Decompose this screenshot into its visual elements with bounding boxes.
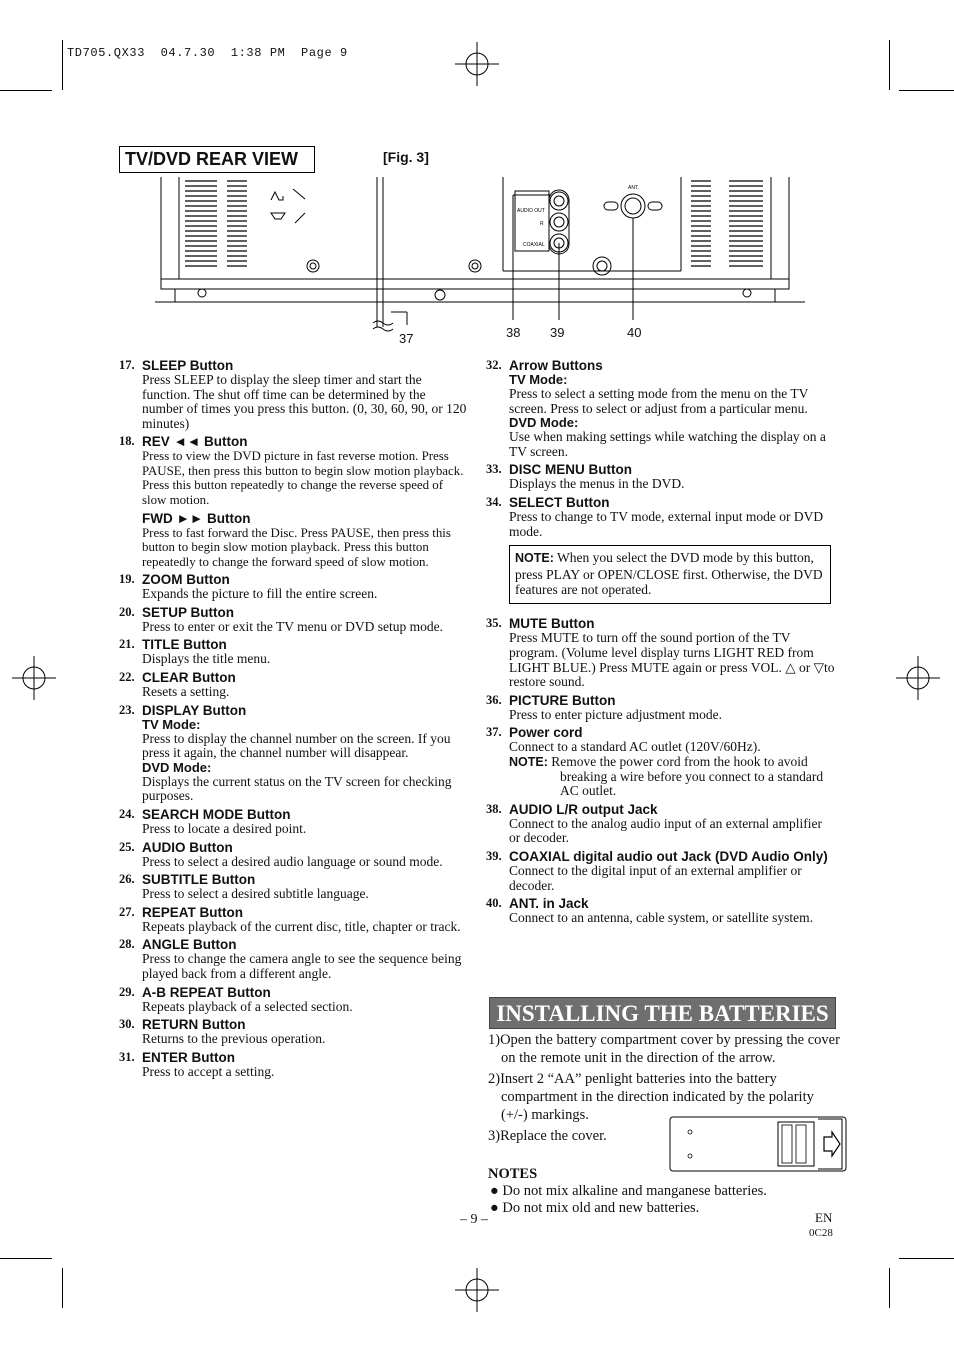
item-title: A-B REPEAT Button	[142, 984, 271, 1000]
item-text: Repeats playback of a selected section.	[142, 998, 353, 1014]
item-title: AUDIO L/R output Jack	[509, 801, 658, 817]
item-title: COAXIAL digital audio out Jack (DVD Audio Only)	[509, 848, 828, 864]
audio-out-label: AUDIO OUT	[517, 208, 545, 214]
ant-label: ANT.	[628, 185, 639, 191]
vent-slots-right	[691, 181, 763, 266]
item-26: 26. SUBTITLE Button Press to select a desired subtitle language.	[119, 872, 469, 902]
section-title: TV/DVD REAR VIEW	[119, 146, 315, 173]
item-37: 37. Power cord Connect to a standard AC outlet (120V/60Hz). NOTE: Remove the power cord from the hook to avoid breaking a wire before you connect to a standard AC outlet.	[486, 725, 836, 798]
item-39: 39. COAXIAL digital audio out Jack (DVD Audio Only) Connect to the digital input of an external amplifier or decoder.	[486, 849, 836, 893]
item-22: 22. CLEAR Button Resets a setting.	[119, 670, 469, 700]
item-text: Press to change to TV mode, external input mode or DVD mode.	[509, 508, 824, 539]
item-17: 17. SLEEP Button Press SLEEP to display the sleep timer and start the function. The shut off time can be determined by the number of times you press this button. (0, 30, 60, 90, or 120 minutes)	[119, 358, 469, 431]
item-title: Power cord	[509, 725, 583, 741]
item-29: 29. A-B REPEAT Button Repeats playback of a selected section.	[119, 985, 469, 1015]
item-text: Press to fast forward the Disc. Press PAUSE, then press this button to begin slow motion playback. Press this button repeatedly to change the forward speed of slow motion.	[142, 526, 451, 569]
left-column	[119, 358, 469, 1082]
item-text: Connect to the analog audio input of an external amplifier or decoder.	[509, 815, 823, 846]
note-text: When you select the DVD mode by this button, press PLAY or OPEN/CLOSE first. Otherwise, the DVD features are not operated.	[515, 550, 823, 597]
item-text: Displays the current status on the TV screen for checking purposes.	[142, 773, 452, 804]
item-title: PICTURE Button	[509, 692, 616, 708]
item-21: 21. TITLE Button Displays the title menu.	[119, 637, 469, 667]
item-34: 34. SELECT Button Press to change to TV mode, external input mode or DVD mode.	[486, 495, 836, 539]
item-text: Connect to a standard AC outlet (120V/60Hz).	[509, 739, 761, 755]
item-text: Press to locate a desired point.	[142, 820, 307, 836]
item-text: Displays the menus in the DVD.	[509, 476, 685, 492]
item-35: 35. MUTE Button Press MUTE to turn off the sound portion of the TV program. (Volume level display turns LIGHT RED from LIGHT BLUE.) Press MUTE again or press VOL. △ or ▽to restore sound.	[486, 616, 835, 690]
item-23: 23. DISPLAY Button TV Mode: Press to display the channel number on the screen. If you press it again, the channel number will disappear. DVD Mode: Displays the current status on the TV screen for checking purposes.	[119, 703, 469, 804]
remote-battery-illustration	[668, 1115, 848, 1173]
item-text: Displays the title menu.	[142, 651, 271, 667]
item-text: Use when making settings while watching the display on a TV screen.	[509, 429, 826, 459]
item-title: SETUP Button	[142, 604, 234, 620]
item-text: Expands the picture to fill the entire screen.	[142, 586, 378, 602]
note-item	[490, 1200, 767, 1217]
item-text: Connect to the digital input of an external amplifier or decoder.	[509, 862, 802, 893]
item-title: MUTE Button	[509, 616, 595, 632]
item-31: 31. ENTER Button Press to accept a setting.	[119, 1050, 469, 1080]
item-title: REPEAT Button	[142, 904, 243, 920]
battery-step: 1)Open the battery compartment cover by pressing the cover on the remote unit in the direction of the arrow.	[488, 1032, 840, 1066]
bullet-icon: ●	[490, 1200, 499, 1216]
item-33: 33. DISC MENU Button Displays the menus in the DVD.	[486, 462, 836, 492]
item-title: REV ◄◄ Button	[142, 434, 248, 450]
language-code: EN	[815, 1210, 833, 1225]
item-title: SUBTITLE Button	[142, 872, 256, 888]
item-40: 40. ANT. in Jack Connect to an antenna, cable system, or satellite system.	[486, 896, 836, 926]
doc-code: 0C28	[809, 1227, 833, 1239]
item-title: DISC MENU Button	[509, 462, 632, 478]
item-text: Press to select a desired subtitle language.	[142, 886, 369, 902]
item-text: Press MUTE to turn off the sound portion of the TV program. (Volume level display turns LIGHT RED from LIGHT BLUE.) Press MUTE again or press VOL. △ or ▽to restore sound.	[509, 630, 835, 690]
note-label: NOTE:	[515, 551, 554, 566]
crop-mark	[899, 90, 954, 91]
item-title: AUDIO Button	[142, 839, 233, 855]
note-text: Do not mix alkaline and manganese batteries.	[502, 1183, 767, 1199]
item-19: 19. ZOOM Button Expands the picture to fill the entire screen.	[119, 572, 469, 602]
item-text: Press to accept a setting.	[142, 1063, 275, 1079]
item-text: Press to enter picture adjustment mode.	[509, 706, 722, 722]
callout-39: 39	[550, 325, 565, 340]
item-title: ANT. in Jack	[509, 896, 589, 912]
item-27: 27. REPEAT Button Repeats playback of the current disc, title, chapter or track.	[119, 905, 469, 935]
item-text: Resets a setting.	[142, 684, 230, 699]
item-text: Press to view the DVD picture in fast reverse motion. Press PAUSE, then press this button to begin slow motion playback. Press this button repeatedly to change the reverse speed of slow motion.	[142, 449, 464, 507]
item-title: Arrow Buttons	[509, 358, 603, 373]
item-title: ANGLE Button	[142, 937, 237, 953]
battery-step: 3)Replace the cover.	[488, 1128, 607, 1144]
item-25: 25. AUDIO Button Press to select a desired audio language or sound mode.	[119, 840, 469, 870]
item-text: Press to select a setting mode from the menu on the TV screen. Press to select or adjust from a particular menu.	[509, 386, 809, 416]
item-title: DISPLAY Button	[142, 702, 247, 718]
item-20: 20. SETUP Button Press to enter or exit the TV menu or DVD setup mode.	[119, 605, 469, 635]
item-subtitle: DVD Mode:	[142, 759, 212, 775]
item-30: 30. RETURN Button Returns to the previous operation.	[119, 1017, 469, 1047]
figure-label: [Fig. 3]	[383, 149, 429, 165]
notes-heading: NOTES	[488, 1166, 538, 1182]
callout-38: 38	[506, 325, 521, 340]
item-title: CLEAR Button	[142, 670, 236, 685]
crop-mark	[889, 40, 890, 90]
registration-mark-right	[896, 656, 940, 700]
crop-mark	[0, 90, 52, 91]
item-subtitle: TV Mode:	[509, 372, 568, 387]
item-subtitle: TV Mode:	[142, 716, 201, 732]
crop-mark	[0, 1258, 52, 1259]
item-text: Press to change the camera angle to see the sequence being played back from a different angle.	[142, 951, 462, 981]
item-title: SELECT Button	[509, 494, 610, 510]
notes-list	[490, 1183, 767, 1217]
item-subtitle: DVD Mode:	[509, 415, 579, 431]
batteries-title: INSTALLING THE BATTERIES	[489, 997, 836, 1029]
registration-mark-left	[12, 656, 56, 700]
item-32: 32. Arrow Buttons TV Mode: Press to select a setting mode from the menu on the TV screen. Press to select or adjust from a particular menu. DVD Mode: Use when making settings while watching the display on a TV screen.	[486, 358, 836, 459]
note-text: Do not mix old and new batteries.	[502, 1200, 700, 1216]
print-header: TD705.QX33 04.7.30 1:38 PM Page 9	[67, 46, 348, 60]
item-text: Connect to an antenna, cable system, or satellite system.	[509, 910, 814, 926]
item-text: Press to enter or exit the TV menu or DVD setup mode.	[142, 618, 443, 634]
coaxial-label: COAXIAL	[523, 242, 545, 248]
right-column	[486, 358, 836, 929]
item-text: Press SLEEP to display the sleep timer and start the function. The shut off time can be determined by the number of times you press this button. (0, 30, 60, 90, or 120 minutes)	[142, 372, 467, 431]
item-18: 18. REV ◄◄ Button Press to view the DVD picture in fast reverse motion. Press PAUSE, then press this button to begin slow motion playback. Press this button repeatedly to change the reverse speed of slow motion. FWD ►► Button Press to fast forward the Disc. Press PAUSE, then press this button to begin slow motion playback. Press this button repeatedly to change the forward speed of slow motion.	[119, 434, 469, 569]
item-title: FWD ►► Button	[142, 511, 251, 526]
bullet-icon: ●	[490, 1183, 499, 1199]
item-24: 24. SEARCH MODE Button Press to locate a desired point.	[119, 807, 469, 837]
crop-mark	[899, 1258, 954, 1259]
crop-mark	[62, 40, 63, 90]
item-title: SEARCH MODE Button	[142, 806, 291, 822]
item-36: 36. PICTURE Button Press to enter picture adjustment mode.	[486, 693, 836, 723]
item-text: Press to select a desired audio language or sound mode.	[142, 853, 443, 869]
power-cord-note	[509, 755, 836, 799]
tv-rear-view-diagram	[155, 175, 805, 340]
page-number: – 9 –	[460, 1212, 488, 1227]
item-38: 38. AUDIO L/R output Jack Connect to the analog audio input of an external amplifier or decoder.	[486, 802, 836, 846]
jack-panel	[503, 177, 681, 271]
item-text: Repeats playback of the current disc, title, chapter or track.	[142, 918, 461, 934]
registration-mark-top	[455, 42, 499, 86]
select-note-box	[509, 545, 831, 604]
item-text: Press to display the channel number on the screen. If you press it again, the channel number will disappear.	[142, 730, 451, 761]
callout-40: 40	[627, 325, 642, 340]
crop-mark	[62, 1268, 63, 1308]
registration-mark-bottom	[455, 1268, 499, 1312]
crop-mark	[889, 1268, 890, 1308]
power-cord	[373, 177, 407, 331]
item-title: RETURN Button	[142, 1017, 246, 1033]
symbol-marks	[271, 189, 305, 223]
vent-slots-left	[185, 181, 247, 266]
item-title: ZOOM Button	[142, 572, 230, 588]
callout-37: 37	[399, 331, 414, 346]
item-title: SLEEP Button	[142, 358, 234, 373]
item-text: Returns to the previous operation.	[142, 1031, 326, 1047]
item-title: TITLE Button	[142, 637, 227, 653]
note-label: NOTE:	[509, 754, 548, 769]
note-item	[490, 1183, 767, 1200]
item-28: 28. ANGLE Button Press to change the camera angle to see the sequence being played back from a different angle.	[119, 937, 469, 981]
battery-step: 2)Insert 2 “AA” penlight batteries into the battery compartment in the direction indicated by the polarity (+/-) markings.	[488, 1071, 814, 1123]
item-title: ENTER Button	[142, 1049, 235, 1065]
r-label: R	[540, 221, 544, 227]
note-text: Remove the power cord from the hook to avoid breaking a wire before you connect to a standard AC outlet.	[551, 753, 824, 799]
